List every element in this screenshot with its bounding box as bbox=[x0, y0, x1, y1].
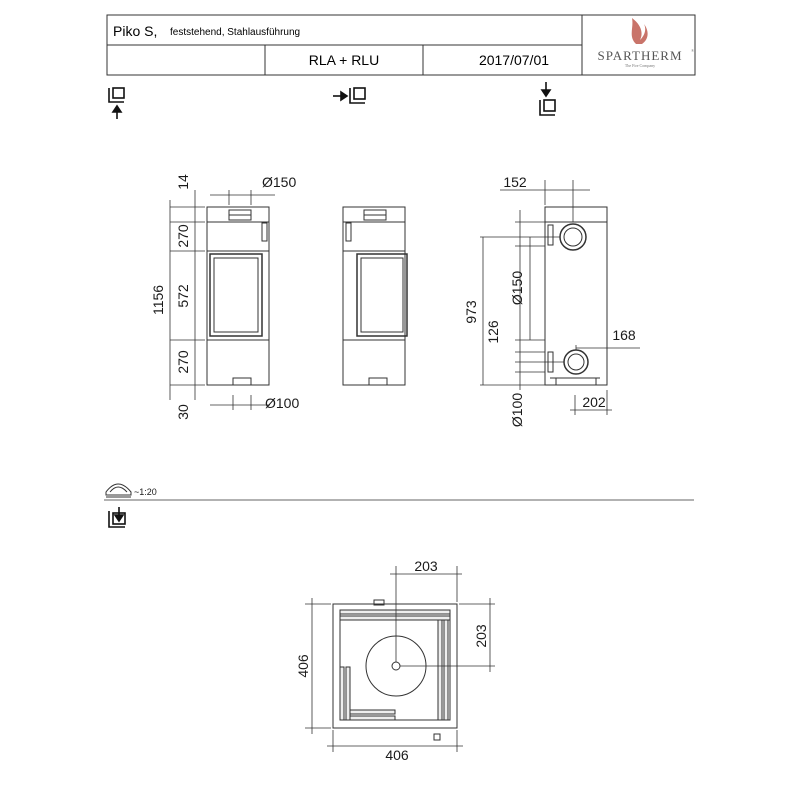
plan-dim-width: 406 bbox=[385, 747, 409, 763]
model-name: Piko S, bbox=[113, 23, 158, 39]
side-inlet-arrow-icon bbox=[333, 88, 365, 103]
logo-tagline: The Fire Company bbox=[624, 63, 656, 68]
front-dim-lower: 270 bbox=[175, 350, 191, 374]
logo-name: SPARTHERM bbox=[597, 48, 683, 63]
plan-dim-right-offset: 203 bbox=[473, 624, 489, 648]
plan-view bbox=[333, 600, 457, 740]
front-dim-base: 30 bbox=[175, 404, 191, 420]
scale-label: ~1:20 bbox=[134, 487, 157, 497]
front-dim-inlet: Ø100 bbox=[265, 395, 300, 411]
plan-dim-depth: 406 bbox=[295, 654, 311, 678]
plan-dim-top-offset: 203 bbox=[414, 558, 438, 574]
title-block bbox=[107, 15, 695, 75]
front-dim-total: 1156 bbox=[150, 284, 166, 316]
front-dim-flue: Ø150 bbox=[262, 174, 297, 190]
front-dim-upper: 270 bbox=[175, 224, 191, 248]
plan-view-icon bbox=[109, 507, 125, 527]
variant-label: RLA + RLU bbox=[308, 52, 380, 68]
front-view bbox=[207, 207, 269, 385]
front-dim-top: 14 bbox=[175, 174, 191, 190]
side-dim-height: 973 bbox=[463, 300, 479, 324]
side-dim-top-offset: 152 bbox=[503, 174, 527, 190]
side-view bbox=[545, 207, 607, 385]
front-dim-middle: 572 bbox=[175, 284, 191, 308]
side-dim-inlet-offset: 168 bbox=[612, 327, 636, 343]
side-dim-flue: Ø150 bbox=[509, 270, 525, 306]
scale-icon bbox=[106, 484, 131, 497]
side-view-dimensions bbox=[480, 180, 640, 415]
side-dim-bottom-offset: 202 bbox=[582, 394, 606, 410]
side-dim-gap: 126 bbox=[485, 320, 501, 344]
logo-registered: ® bbox=[691, 48, 695, 53]
model-description: feststehend, Stahlausführung bbox=[170, 27, 301, 38]
drawing-date: 2017/07/01 bbox=[478, 52, 550, 68]
angled-view bbox=[343, 207, 407, 385]
spartherm-logo bbox=[597, 18, 694, 68]
flame-icon bbox=[632, 18, 648, 44]
rear-outlet-up-icon bbox=[109, 88, 124, 119]
top-down-icon bbox=[540, 82, 555, 115]
side-dim-inlet: Ø100 bbox=[509, 392, 525, 428]
